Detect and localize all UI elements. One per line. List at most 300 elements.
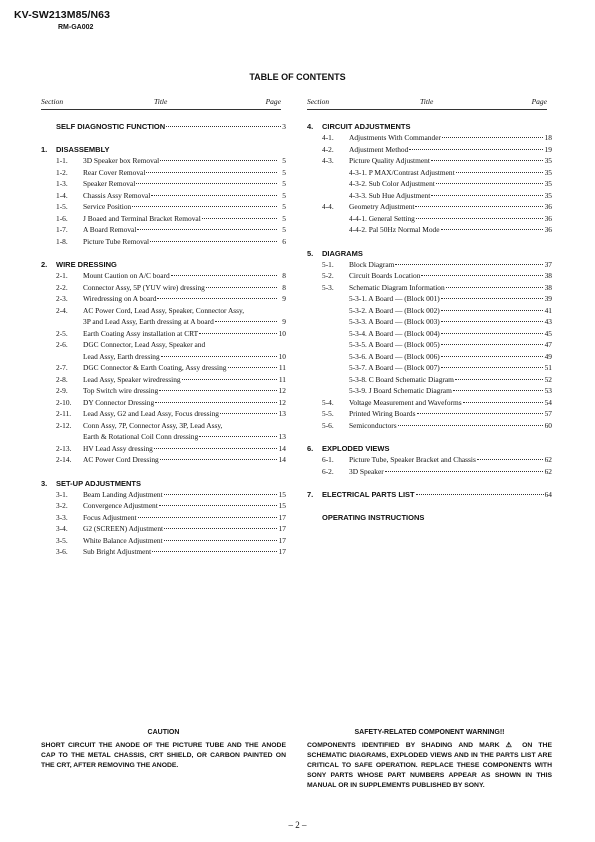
dot-leader — [160, 459, 277, 460]
entry-number: 1-6. — [56, 213, 68, 223]
entry-number: 2-3. — [56, 294, 68, 303]
section-title: DIAGRAMS — [322, 248, 363, 258]
entry-leader-row — [349, 409, 552, 418]
page-number: 52 — [544, 374, 552, 384]
page-number: 37 — [544, 259, 552, 269]
page-number: 12 — [278, 397, 286, 407]
toc-entry — [41, 432, 286, 444]
page-number: 49 — [544, 351, 552, 361]
toc-entry — [41, 444, 286, 456]
entry-title: Conn Assy, 7P, Connector Assy, 3P, Lead Assy, — [83, 420, 223, 430]
toc-entry — [41, 306, 286, 318]
dot-leader — [477, 459, 543, 460]
entry-number: 4-1. — [322, 133, 334, 142]
model-number: KV-SW213M85/N63 — [14, 9, 111, 21]
page-number: 10 — [278, 351, 286, 361]
toc-entry — [307, 306, 552, 318]
toc-entry — [307, 283, 552, 295]
dot-leader — [441, 356, 543, 357]
page-number: 43 — [544, 317, 552, 326]
entry-number: 4-2. — [322, 144, 334, 154]
toc-entry — [307, 352, 552, 364]
dot-leader — [164, 494, 277, 495]
entry-leader-row — [83, 375, 286, 384]
dot-leader — [446, 287, 543, 288]
entry-number: 5-3. — [322, 282, 334, 292]
section-title: SELF DIAGNOSTIC FUNCTION — [56, 122, 166, 131]
entry-title: Focus Adjustment — [83, 512, 137, 522]
page-number: 5 — [282, 179, 286, 188]
section-heading — [41, 145, 286, 156]
toc-entry — [307, 409, 552, 421]
page-number: 19 — [544, 144, 552, 154]
dot-leader — [136, 183, 277, 184]
toc-entry — [307, 179, 552, 191]
entry-title: AC Power Cord, Lead Assy, Speaker, Connector Assy, — [83, 305, 245, 315]
toc-entry — [41, 352, 286, 364]
dot-leader — [220, 413, 277, 414]
entry-number: 3-3. — [56, 512, 68, 522]
page-number: 15 — [278, 501, 286, 510]
entry-title: 3P and Lead Assy, Earth dressing at A board — [83, 317, 214, 326]
dot-leader — [441, 367, 543, 368]
page-number: 11 — [278, 374, 286, 384]
entry-leader-row — [349, 386, 552, 395]
dot-leader — [161, 356, 277, 357]
entry-number: 4-3. — [322, 156, 334, 165]
entry-leader-row — [349, 202, 552, 211]
entry-leader-row — [83, 294, 286, 303]
entry-title: Sub Bright Adjustment — [83, 547, 152, 556]
page-number: – 2 – — [288, 820, 307, 830]
toc-entry — [307, 398, 552, 410]
entry-leader-row — [83, 317, 286, 326]
entry-title: 5-3-3. A Board — (Block 003) — [349, 317, 440, 326]
section-heading-entry — [307, 490, 552, 501]
toc-entry — [41, 536, 286, 548]
entry-title: DY Connector Dressing — [83, 397, 155, 407]
dot-leader — [441, 333, 543, 334]
toc-entry — [307, 317, 552, 329]
page-number: 8 — [282, 282, 286, 292]
entry-title: 3D Speaker box Removal — [83, 156, 160, 165]
entry-number: 1-7. — [56, 225, 68, 234]
entry-number: 3-6. — [56, 547, 68, 556]
column-header-left — [41, 97, 281, 110]
column-head-page: Page — [531, 97, 547, 106]
entry-title: Picture Tube Removal — [83, 236, 150, 246]
entry-leader-row — [83, 168, 286, 177]
page-number: 45 — [544, 328, 552, 338]
dot-leader — [417, 413, 544, 414]
column-head-section: Section — [307, 97, 330, 106]
entry-leader-row — [349, 294, 552, 303]
page-number: 47 — [544, 340, 552, 349]
section-heading — [41, 260, 286, 271]
entry-number: 2-9. — [56, 386, 68, 395]
section-title: SET-UP ADJUSTMENTS — [56, 478, 142, 488]
page-number: 39 — [544, 294, 552, 303]
toc-column-left — [41, 122, 286, 559]
toc-entry — [41, 214, 286, 226]
toc-entry — [41, 375, 286, 387]
entry-title: Lead Assy, Earth dressing — [83, 351, 160, 361]
dot-leader — [155, 402, 277, 403]
toc-entry — [41, 283, 286, 295]
entry-leader-row — [349, 306, 552, 315]
dot-leader — [416, 494, 544, 495]
section-number: 3. — [41, 478, 48, 488]
column-head-title: Title — [420, 97, 434, 106]
dot-leader — [463, 402, 543, 403]
toc-entry — [307, 214, 552, 226]
section-title: DISASSEMBLY — [56, 145, 110, 154]
toc-entry — [41, 294, 286, 306]
toc-entry — [41, 179, 286, 191]
entry-number: 3-2. — [56, 501, 68, 510]
dot-leader — [436, 183, 543, 184]
page-number: 5 — [282, 167, 286, 177]
toc-entry — [41, 421, 286, 433]
column-head-section: Section — [41, 97, 64, 106]
entry-title: 5-3-9. J Board Schematic Diagram — [349, 386, 452, 395]
page-number: 17 — [278, 535, 286, 545]
toc-entry — [41, 317, 286, 329]
entry-leader-row — [83, 421, 286, 430]
dot-leader — [160, 160, 277, 161]
dot-leader — [416, 218, 543, 219]
entry-number: 2-6. — [56, 340, 68, 349]
section-number: 6. — [307, 444, 314, 453]
entry-number: 2-7. — [56, 363, 68, 372]
page-title: TABLE OF CONTENTS — [249, 72, 346, 82]
column-head-page: Page — [265, 97, 281, 106]
page-number: 36 — [544, 202, 552, 211]
toc-entry — [41, 513, 286, 525]
toc-entry — [41, 237, 286, 249]
toc-entry — [307, 386, 552, 398]
entry-number: 3-5. — [56, 535, 68, 545]
toc-entry — [307, 375, 552, 387]
entry-title: Block Diagram — [349, 259, 395, 269]
entry-title: Lead Assy, G2 and Lead Assy, Focus dressing — [83, 409, 219, 418]
page-number: 5 — [282, 213, 286, 223]
toc-column-right — [307, 122, 552, 524]
entry-leader-row — [83, 547, 286, 556]
toc-entry — [41, 363, 286, 375]
section-number: 4. — [307, 122, 314, 131]
dot-leader — [441, 310, 543, 311]
section-number: 7. — [307, 490, 314, 499]
entry-leader-row — [83, 363, 286, 372]
dot-leader — [151, 195, 277, 196]
entry-leader-row — [83, 513, 286, 522]
section-heading-entry — [41, 122, 286, 133]
dot-leader — [395, 264, 543, 265]
dot-leader — [182, 379, 277, 380]
section-title: OPERATING INSTRUCTIONS — [322, 513, 425, 522]
section-heading-entry — [307, 513, 552, 524]
entry-title: Connector Assy, 5P (YUV wire) dressing — [83, 282, 205, 292]
page-number: 38 — [544, 271, 552, 280]
entry-number: 6-1. — [322, 455, 334, 464]
entry-title: 5-3-2. A Board — (Block 002) — [349, 305, 440, 315]
entry-title: A Board Removal — [83, 225, 137, 234]
toc-entry — [41, 455, 286, 467]
dot-leader — [157, 298, 277, 299]
toc-entry — [307, 202, 552, 214]
toc-entry — [307, 363, 552, 375]
page-number: 41 — [544, 305, 552, 315]
dot-leader — [441, 298, 543, 299]
page-number: 35 — [544, 167, 552, 177]
page-number: 3 — [282, 122, 286, 131]
dot-leader — [199, 333, 277, 334]
entry-leader-row — [349, 271, 552, 280]
dot-leader — [159, 390, 277, 391]
dot-leader — [206, 287, 277, 288]
dot-leader — [138, 517, 277, 518]
entry-title: 4-3-1. P MAX/Contrast Adjustment — [349, 167, 455, 177]
caution-title: CAUTION — [147, 729, 180, 736]
safety-warning-title: SAFETY-RELATED COMPONENT WARNING!! — [354, 729, 505, 736]
toc-entry — [41, 202, 286, 214]
toc-entry — [307, 455, 552, 467]
entry-leader-row — [83, 214, 286, 223]
entry-title: 5-3-8. C Board Schematic Diagram — [349, 374, 454, 384]
entry-leader-row — [83, 283, 286, 292]
caution-text: SHORT CIRCUIT THE ANODE OF THE PICTURE TUBE AND THE ANODE CAP TO THE METAL CHASSIS, CRT SHIELD, OR CARBON PAINTED ON THE CRT, AFTER REMOVING THE ANODE. — [41, 742, 286, 769]
entry-number: 5-1. — [322, 259, 334, 269]
entry-title: Adjustment Method — [349, 144, 409, 154]
entry-title: Chassis Assy Removal — [83, 190, 151, 200]
toc-entry — [307, 168, 552, 180]
toc-entry — [307, 156, 552, 168]
toc-entry — [307, 225, 552, 237]
entry-number: 2-12. — [56, 420, 72, 430]
entry-leader-row — [349, 156, 552, 165]
dot-leader — [166, 126, 281, 127]
entry-leader-row — [83, 455, 286, 464]
entry-number: 1-2. — [56, 167, 68, 177]
entry-leader-row — [83, 524, 286, 533]
entry-title: Voltage Measurement and Waveforms — [349, 397, 462, 407]
page-number: 13 — [278, 409, 286, 418]
entry-number: 6-2. — [322, 466, 334, 476]
page-number: 6 — [282, 236, 286, 246]
dot-leader — [398, 425, 543, 426]
page-number: 17 — [278, 524, 286, 533]
dot-leader — [132, 206, 277, 207]
entry-number: 2-14. — [56, 455, 72, 464]
entry-number: 2-4. — [56, 305, 68, 315]
entry-number: 2-1. — [56, 271, 68, 280]
entry-leader-row — [83, 398, 286, 407]
page-number: 15 — [278, 489, 286, 499]
entry-leader-row — [83, 191, 286, 200]
section-title: CIRCUIT ADJUSTMENTS — [322, 122, 411, 131]
toc-entry — [41, 271, 286, 283]
entry-title: 4-4-2. Pal 50Hz Normal Mode — [349, 225, 440, 234]
toc-entry — [307, 271, 552, 283]
section-heading — [307, 444, 552, 455]
page-number: 5 — [282, 156, 286, 165]
dot-leader — [159, 505, 277, 506]
page-number: 17 — [278, 547, 286, 556]
toc-entry — [41, 156, 286, 168]
entry-number: 2-2. — [56, 282, 68, 292]
entry-leader-row — [83, 156, 286, 165]
entry-title: Service Position — [83, 202, 132, 211]
dot-leader — [154, 448, 277, 449]
page-number: 14 — [278, 443, 286, 453]
toc-entry — [307, 467, 552, 479]
entry-leader-row — [349, 363, 552, 372]
entry-title: 5-3-5. A Board — (Block 005) — [349, 340, 440, 349]
entry-title: White Balance Adjustment — [83, 535, 163, 545]
entry-leader-row — [349, 455, 552, 464]
entry-title: 3D Speaker — [349, 466, 384, 476]
entry-leader-row — [83, 179, 286, 188]
entry-title: 5-3-1. A Board — (Block 001) — [349, 294, 440, 303]
page-number: 54 — [544, 397, 552, 407]
entry-leader-row — [83, 501, 286, 510]
entry-number: 1-4. — [56, 190, 68, 200]
entry-leader-row — [83, 237, 286, 246]
page-number: 35 — [544, 190, 552, 200]
section-heading — [41, 479, 286, 490]
entry-title: 5-3-6. A Board — (Block 006) — [349, 351, 440, 361]
dot-leader — [441, 321, 543, 322]
toc-entry — [41, 490, 286, 502]
toc-entry — [41, 329, 286, 341]
entry-leader-row — [349, 352, 552, 361]
entry-number: 5-6. — [322, 420, 334, 430]
dot-leader — [409, 149, 543, 150]
toc-entry — [41, 168, 286, 180]
entry-leader-row — [349, 317, 552, 326]
entry-leader-row — [83, 490, 286, 499]
entry-number: 2-10. — [56, 397, 72, 407]
entry-title: Adjustments With Commander — [349, 133, 441, 142]
entry-title: DGC Connector & Earth Coating, Assy dressing — [83, 363, 227, 372]
entry-title: Schematic Diagram Information — [349, 282, 445, 292]
section-number: 2. — [41, 260, 48, 269]
entry-title: 5-3-4. A Board — (Block 004) — [349, 328, 440, 338]
page-number: 18 — [544, 133, 552, 142]
entry-leader-row — [349, 283, 552, 292]
entry-leader-row — [83, 444, 286, 453]
page-number: 5 — [282, 225, 286, 234]
section-number: 1. — [41, 145, 48, 154]
entry-leader-row — [349, 398, 552, 407]
entry-leader-row — [83, 432, 286, 441]
toc-entry — [307, 329, 552, 341]
toc-entry — [41, 524, 286, 536]
page-number: 9 — [282, 317, 286, 326]
page-number: 35 — [544, 156, 552, 165]
dot-leader — [421, 275, 543, 276]
page-number: 35 — [544, 179, 552, 188]
entry-leader-row — [83, 271, 286, 280]
entry-title: 4-3-3. Sub Hue Adjustment — [349, 190, 431, 200]
dot-leader — [146, 172, 277, 173]
entry-leader-row — [349, 421, 552, 430]
entry-title: 4-4-1. General Setting — [349, 213, 415, 223]
entry-number: 3-1. — [56, 489, 68, 499]
page-number: 60 — [544, 420, 552, 430]
dot-leader — [385, 471, 543, 472]
entry-leader-row — [349, 467, 552, 476]
page-number: 11 — [278, 363, 286, 372]
entry-leader-row — [349, 145, 552, 154]
column-header-right — [307, 97, 547, 110]
dot-leader — [415, 206, 543, 207]
toc-entry — [307, 260, 552, 272]
page-number: 62 — [544, 455, 552, 464]
section-heading — [307, 122, 552, 133]
entry-leader-row — [83, 202, 286, 211]
dot-leader — [164, 540, 277, 541]
page-number: 8 — [282, 271, 286, 280]
page-number: 17 — [278, 512, 286, 522]
entry-title: Picture Tube, Speaker Bracket and Chassis — [349, 455, 476, 464]
entry-title: Semiconductors — [349, 420, 397, 430]
entry-leader-row — [83, 329, 286, 338]
dot-leader — [152, 551, 277, 552]
page-number: 5 — [282, 202, 286, 211]
entry-leader-row — [349, 329, 552, 338]
page-number: 64 — [544, 490, 552, 499]
toc-entry — [41, 386, 286, 398]
dot-leader — [164, 528, 277, 529]
dot-leader — [431, 160, 543, 161]
page-number: 36 — [544, 213, 552, 223]
page-number: 51 — [544, 363, 552, 372]
dot-leader — [199, 436, 277, 437]
column-head-title: Title — [154, 97, 168, 106]
entry-leader-row — [349, 375, 552, 384]
toc-entry — [41, 501, 286, 513]
toc-entry — [41, 409, 286, 421]
dot-leader — [453, 390, 543, 391]
page-number: 9 — [282, 294, 286, 303]
entry-leader-row — [349, 179, 552, 188]
entry-title: AC Power Cord Dressing — [83, 455, 159, 464]
entry-number: 2-13. — [56, 443, 72, 453]
dot-leader — [431, 195, 543, 196]
toc-entry — [41, 225, 286, 237]
page-number: 5 — [282, 190, 286, 200]
entry-title: G2 (SCREEN) Adjustment — [83, 524, 164, 533]
entry-title: J Boaed and Terminal Bracket Removal — [83, 213, 201, 223]
dot-leader — [228, 367, 278, 368]
safety-warning-text: COMPONENTS IDENTIFIED BY SHADING AND MARK ⚠ ON THE SCHEMATIC DIAGRAMS, EXPLODED VIEWS AND IN THE PARTS LIST ARE CRITICAL TO SAFE OPERATION. REPLACE THESE COMPONENTS WITH SONY PARTS WHOSE PART NUMBERS APPEAR AS SHOWN IN THIS MANUAL OR IN SUPPLEMENTS PUBLISHED BY SONY. — [307, 742, 552, 789]
section-title: ELECTRICAL PARTS LIST — [322, 490, 415, 499]
entry-title: Beam Landing Adjustment — [83, 489, 163, 499]
entry-title: Top Switch wire dressing — [83, 386, 159, 395]
entry-number: 3-4. — [56, 524, 68, 533]
entry-leader-row — [83, 225, 286, 234]
dot-leader — [441, 229, 543, 230]
entry-number: 1-8. — [56, 236, 68, 246]
page-number: 13 — [278, 432, 286, 441]
page-number: 12 — [278, 386, 286, 395]
entry-leader-row — [349, 168, 552, 177]
entry-number: 2-5. — [56, 328, 68, 338]
entry-number: 2-11. — [56, 409, 72, 418]
page-number: 57 — [544, 409, 552, 418]
